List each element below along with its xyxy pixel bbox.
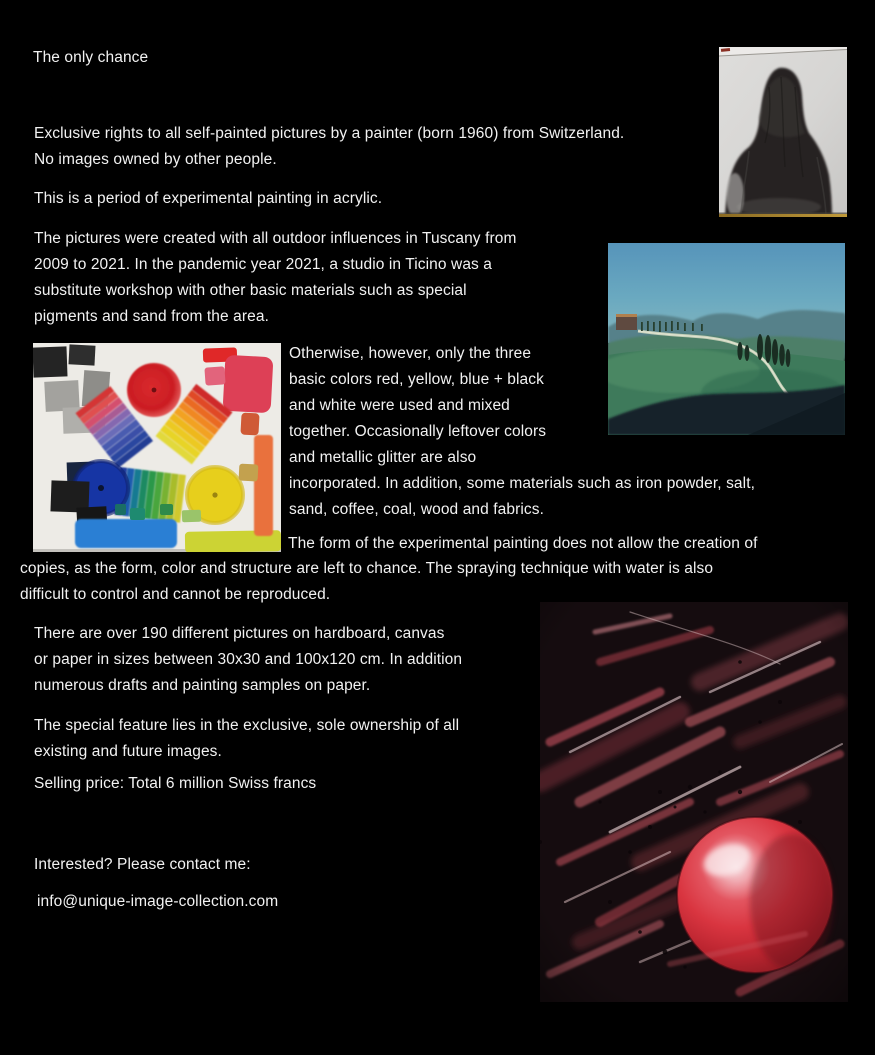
contact-prompt: Interested? Please contact me: — [34, 856, 251, 873]
paragraph-tuscany: The pictures were created with all outdoor influences in Tuscany from 2009 to 2021. In the pandemic year 2021, a studio in Ticino was a substitute workshop with other basic materials such as special pigments and sand from the area. — [34, 230, 517, 325]
abstract-canvas — [540, 602, 848, 1002]
portrait-silhouette-painting — [719, 47, 847, 217]
paragraph-uniqueness-rest: copies, as the form, color and structure are left to chance. The spraying technique with water is also difficult to control and cannot be reproduced. — [20, 560, 714, 603]
palette-canvas — [33, 343, 281, 552]
page-title: The only chance — [33, 49, 149, 66]
landscape-canvas — [608, 243, 845, 435]
paragraph-colors-used: Otherwise, however, only the three basic colors red, yellow, blue + black and white were used and mixed together. Occasionally leftover colors and metallic glitter are also incorporated. In addition, some materials such as iron powder, salt, sand, coffee, coal, wood and fabrics. — [289, 345, 756, 518]
paragraph-inventory: There are over 190 different pictures on hardboard, canvas or paper in sizes between 30x30 and 100x120 cm. In addition numerous drafts and painting samples on paper. — [34, 625, 463, 694]
paragraph-uniqueness-first-line: The form of the experimental painting does not allow the creation of — [288, 535, 758, 552]
paragraph-exclusive-rights: Exclusive rights to all self-painted pictures by a painter (born 1960) from Switzerland. No images owned by other people. — [34, 125, 625, 168]
red-sphere-abstract-painting — [540, 602, 848, 1002]
selling-price-line: Selling price: Total 6 million Swiss francs — [34, 775, 317, 792]
tuscany-landscape-painting — [608, 243, 845, 435]
paragraph-special-feature: The special feature lies in the exclusive, sole ownership of all existing and future images. — [34, 717, 460, 760]
contact-email: info@unique-image-collection.com — [37, 893, 279, 910]
portrait-canvas — [719, 47, 847, 217]
paragraph-experimental-period: This is a period of experimental painting in acrylic. — [34, 190, 383, 207]
color-mixing-palette-painting — [33, 343, 281, 552]
